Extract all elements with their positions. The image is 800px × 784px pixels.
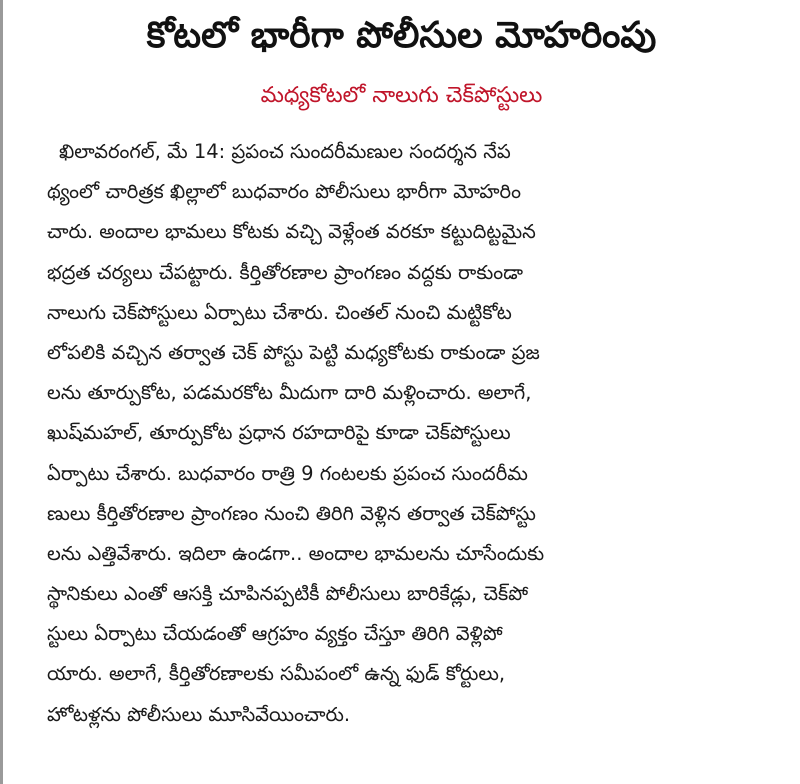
article-body [47,132,779,735]
subheadline: మధ్యకోటలో నాలుగు చెక్‌పోస్టులు [260,83,543,108]
article-line: భద్రత చర్యలు చేపట్టారు. కీర్తితోరణాల ప్రాంగణం వద్దకు రాకుండా [47,260,524,284]
article-line: ఏర్పాటు చేశారు. బుధవారం రాత్రి 9 గంటలకు ప్రపంచ సుందరీమ [47,461,528,485]
article-line: స్థానికులు ఎంతో ఆసక్తి చూపినప్పటికీ పోలీసులు బారికేడ్లు, చెక్‌పో [47,582,529,606]
headline: కోటలో భారీగా పోలీసుల మోహరింపు [146,15,657,56]
article-line: స్టులు ఏర్పాటు చేయడంతో ఆగ్రహం వ్యక్తం చేస్తూ తిరిగి వెళ్లిపో [47,622,503,646]
article-line: థ్యంలో చారిత్రక ఖిల్లాలో బుధవారం పోలీసులు భారీగా మోహరిం [47,180,521,204]
article-line: ఖుష్‌మహల్, తూర్పుకోట ప్రధాన రహదారిపై కూడా చెక్‌పోస్టులు [47,421,511,445]
article-line: లను తూర్పుకోట, పడమరకోట మీదుగా దారి మళ్లించారు. అలాగే, [47,381,532,405]
article-line: ణులు కీర్తితోరణాల ప్రాంగణం నుంచి తిరిగి వెళ్లిన తర్వాత చెక్‌పోస్టు [47,501,536,525]
article-line: నాలుగు చెక్‌పోస్టులు ఏర్పాటు చేశారు. చింతల్ నుంచి మట్టికోట [47,300,512,324]
article-line: హోటళ్లను పోలీసులు మూసివేయించారు. [47,702,351,726]
article-line: లను ఎత్తివేశారు. ఇదిలా ఉండగా.. అందాల భామలను చూసేందుకు [47,541,545,565]
article-line: చారు. అందాల భామలు కోటకు వచ్చి వెళ్లేంత వరకూ కట్టుదిట్టమైన [47,220,536,244]
article-line: లోపలికి వచ్చిన తర్వాత చెక్ పోస్టు పెట్టి మధ్యకోటకు రాకుండా ప్రజ [47,340,540,364]
article-line: ఖిలావరంగల్, మే 14: ప్రపంచ సుందరీమణుల సందర్శన నేప [59,140,511,163]
article-line: యారు. అలాగే, కీర్తితోరణాలకు సమీపంలో ఉన్న ఫుడ్ కోర్టులు, [47,662,506,686]
